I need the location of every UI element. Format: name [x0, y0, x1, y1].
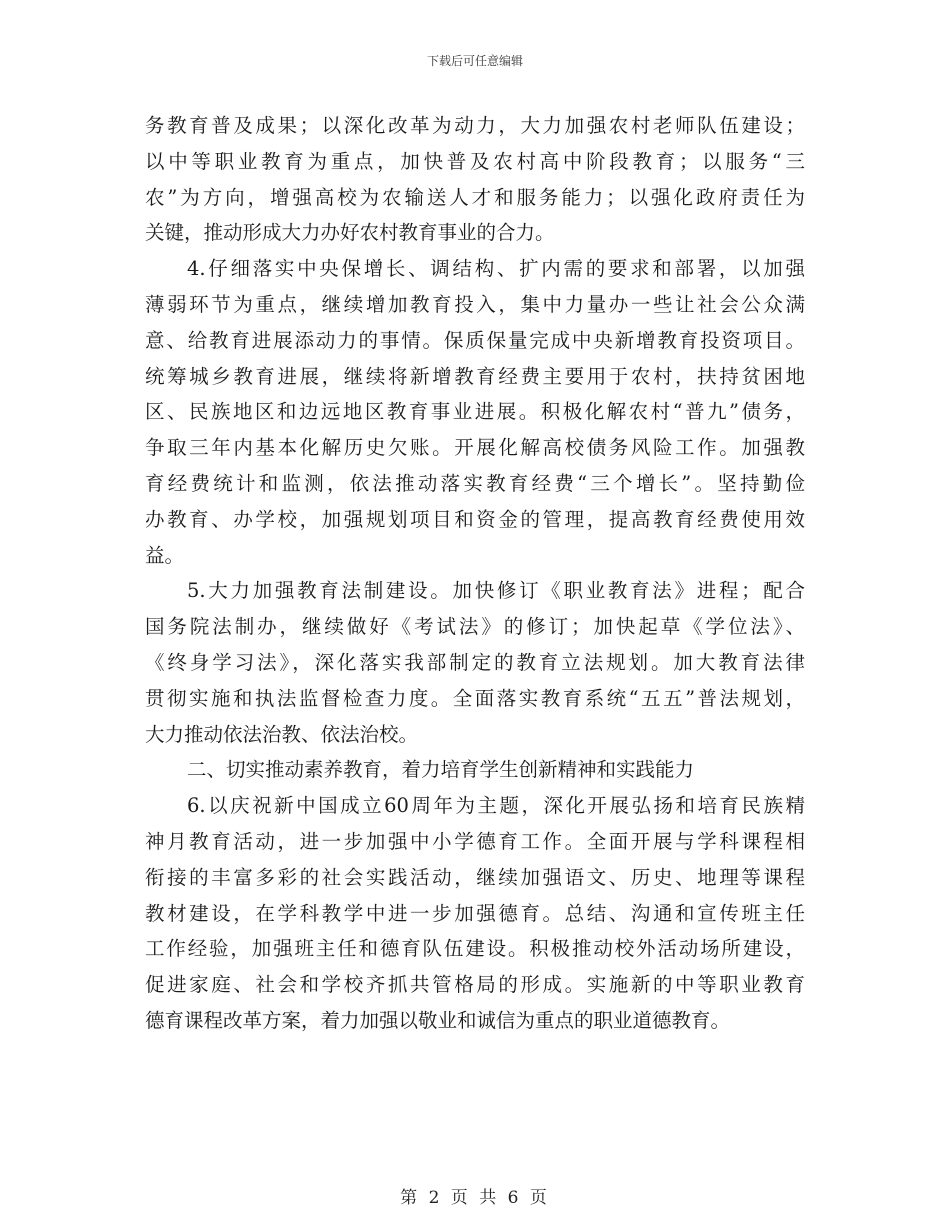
document-body: [145, 108, 805, 1039]
text-line: 区、民族地区和边远地区教育事业进展。积极化解农村“普九”债务，: [145, 400, 805, 424]
text-line: 大力推动依法治教、依法治校。: [145, 722, 419, 746]
page-number-footer: 第 2 页 共 6 页: [400, 1188, 550, 1208]
text-line: 5.大力加强教育法制建设。加快修订《职业教育法》进程；配合: [187, 579, 805, 603]
text-line: 德育课程改革方案，着力加强以敬业和诚信为重点的职业道德教育。: [145, 1008, 731, 1032]
text-line: 意、给教育进展添动力的事情。保质保量完成中央新增教育投资项目。: [145, 328, 805, 352]
section-heading: 二、切实推动素养教育，着力培育学生创新精神和实践能力: [187, 758, 695, 782]
text-line: 4.仔细落实中央保增长、调结构、扩内需的要求和部署，以加强: [187, 257, 805, 281]
text-line: 统筹城乡教育进展，继续将新增教育经费主要用于农村，扶持贫困地: [145, 364, 805, 388]
text-line: 神月教育活动，进一步加强中小学德育工作。全面开展与学科课程相: [145, 829, 805, 853]
text-line: 办教育、办学校，加强规划项目和资金的管理，提高教育经费使用效: [145, 507, 805, 531]
text-line: 以中等职业教育为重点，加快普及农村高中阶段教育；以服务“三: [145, 149, 805, 173]
text-line: 贯彻实施和执法监督检查力度。全面落实教育系统“五五”普法规划，: [145, 686, 805, 710]
text-line: 争取三年内基本化解历史欠账。开展化解高校债务风险工作。加强教: [145, 436, 805, 460]
text-line: 农”为方向，增强高校为农输送人才和服务能力；以强化政府责任为: [145, 185, 805, 209]
text-line: 关键，推动形成大力办好农村教育事业的合力。: [145, 221, 555, 245]
page-header: 下载后可任意编辑: [426, 54, 523, 68]
text-line: 教材建设，在学科教学中进一步加强德育。总结、沟通和宣传班主任: [145, 901, 805, 925]
text-line: 《终身学习法》，深化落实我部制定的教育立法规划。加大教育法律: [145, 650, 805, 674]
text-line: 工作经验，加强班主任和德育队伍建设。积极推动校外活动场所建设，: [145, 937, 805, 961]
text-line: 6.以庆祝新中国成立60周年为主题，深化开展弘扬和培育民族精: [187, 794, 805, 818]
text-line: 益。: [145, 543, 185, 567]
text-line: 薄弱环节为重点，继续增加教育投入，集中力量办一些让社会公众满: [145, 292, 805, 316]
text-line: 国务院法制办，继续做好《考试法》的修订；加快起草《学位法》、: [145, 615, 805, 639]
text-line: 育经费统计和监测，依法推动落实教育经费“三个增长”。坚持勤俭: [145, 471, 805, 495]
text-line: 务教育普及成果；以深化改革为动力，大力加强农村老师队伍建设；: [145, 114, 805, 137]
text-line: 促进家庭、社会和学校齐抓共管格局的形成。实施新的中等职业教育: [145, 973, 805, 997]
text-line: 衔接的丰富多彩的社会实践活动，继续加强语文、历史、地理等课程: [145, 865, 805, 889]
